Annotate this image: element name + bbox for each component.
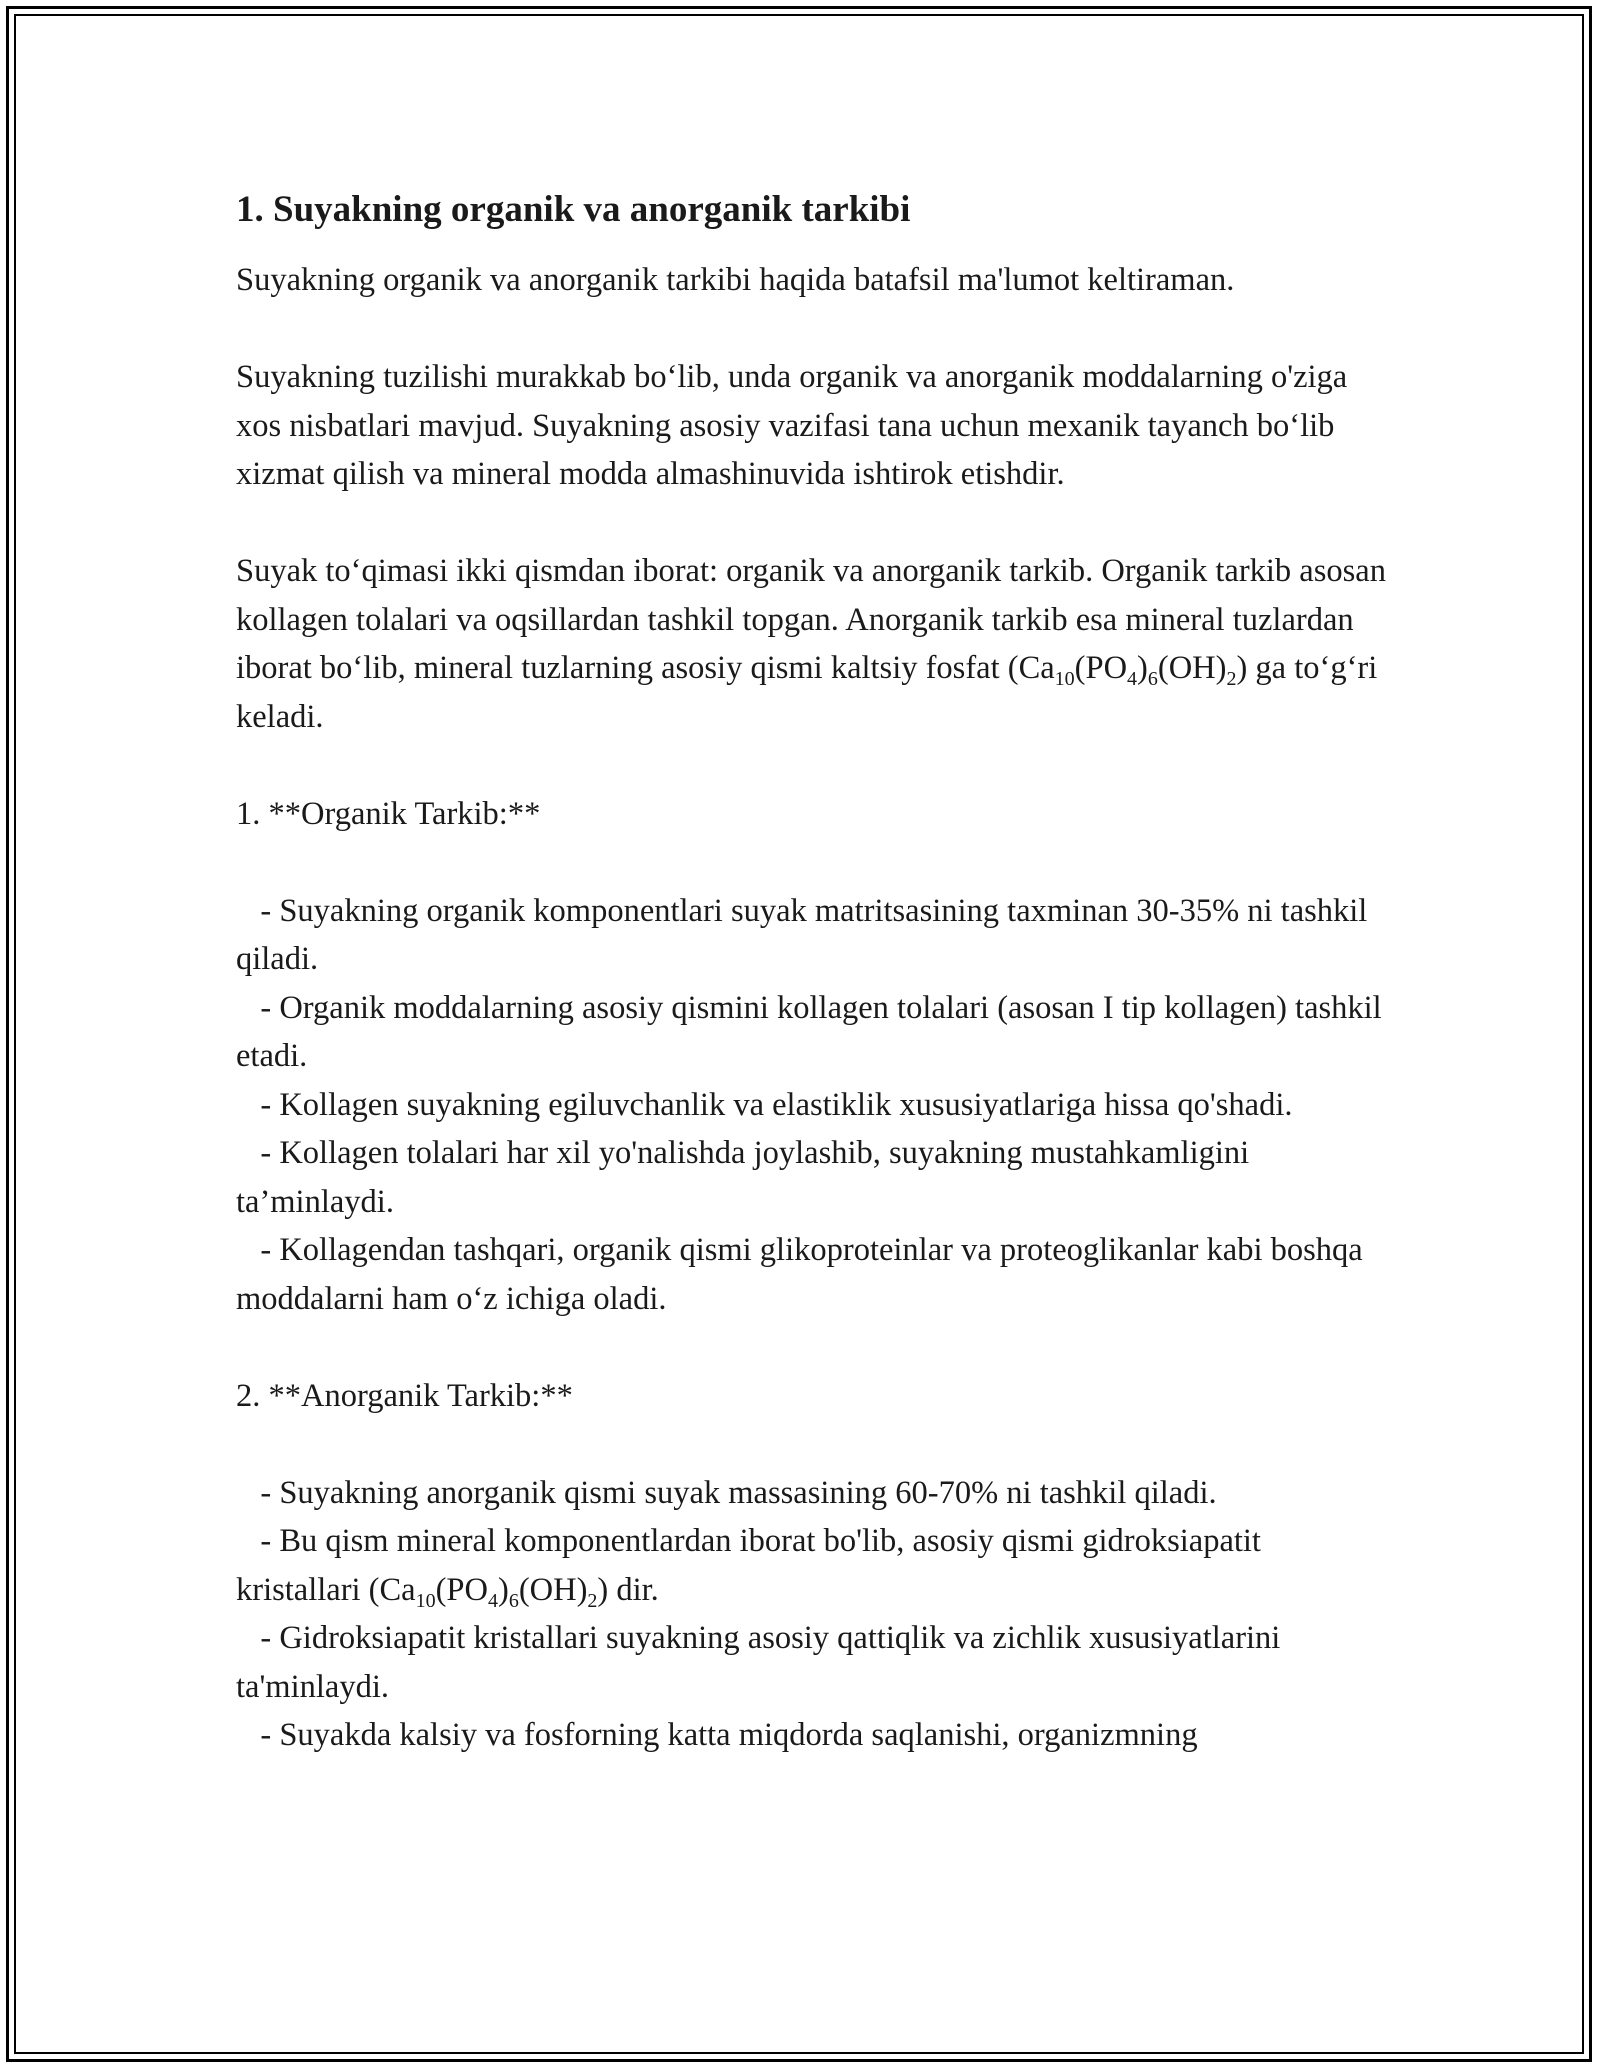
paragraph-gap	[236, 1323, 1386, 1372]
list-item: - Kollagendan tashqari, organik qismi glikoproteinlar va proteoglikanlar kabi boshqa moddalarni ham o‘z ichiga oladi.	[236, 1232, 1371, 1317]
list-item: - Bu qism mineral komponentlardan iborat bo'lib, asosiy qismi gidroksiapatit kristallari $(Ca_{10}(PO_4)_6(OH)_2)$ dir.	[236, 1523, 1270, 1612]
list-item: - Organik moddalarning asosiy qismini kollagen tolalari (asosan I tip kollagen) tashkil etadi.	[236, 989, 1390, 1074]
list-item: - Kollagen tolalari har xil yo'nalishda joylashib, suyakning mustahkamligini ta’minlaydi.	[236, 1135, 1258, 1220]
composition-tail: ) ga to‘g‘ri keladi.	[236, 650, 1386, 735]
list-item: - Suyakning organik komponentlari suyak matritsasining taxminan 30-35% ni tashkil qiladi.	[236, 892, 1376, 977]
list-item: - Kollagen suyakning egiluvchanlik va elastiklik xususiyatlariga hissa qo'shadi.	[236, 1086, 1293, 1123]
section-organic-title: 1. **Organik Tarkib:**	[236, 795, 541, 832]
composition-text: Suyak to‘qimasi ikki qismdan iborat: organik va anorganik tarkib. Organik tarkib asosan kollagen tolalari va oqsillardan tashkil topgan. Anorganik tarkib esa mineral tuzlardan iborat bo‘lib, mineral tuzlarning asosiy qismi kaltsiy fosfat (	[236, 553, 1395, 686]
chemical-formula: $Ca_{10}(PO_4)_6(OH)_2$	[379, 1571, 598, 1612]
paragraph-gap	[236, 741, 1386, 790]
section-inorganic-title: 2. **Anorganik Tarkib:**	[236, 1377, 573, 1414]
document-heading: 1. Suyakning organik va anorganik tarkibi	[236, 189, 911, 230]
chemical-formula: $Ca_{10}(PO_4)_6(OH)_2$	[1018, 650, 1237, 690]
paragraph-gap	[236, 305, 1386, 354]
paragraph-gap	[236, 499, 1386, 548]
paragraph-gap	[236, 838, 1386, 887]
document-body	[236, 186, 1395, 1760]
list-item: - Suyakda kalsiy va fosforning katta miqdorda saqlanishi, organizmning	[236, 1717, 1198, 1753]
list-item: - Gidroksiapatit kristallari suyakning asosiy qattiqlik va zichlik xususiyatlarini ta'minlaydi.	[236, 1620, 1289, 1705]
structure-paragraph: Suyakning tuzilishi murakkab bo‘lib, unda organik va anorganik moddalarning o'ziga xos nisbatlari mavjud. Suyakning asosiy vazifasi tana uchun mexanik tayanch bo‘lib xizmat qilish va mineral modda almashinuvida ishtirok etishdir.	[236, 359, 1356, 492]
intro-paragraph: Suyakning organik va anorganik tarkibi haqida batafsil ma'lumot keltiraman.	[236, 262, 1235, 298]
list-item: - Suyakning anorganik qismi suyak massasining 60-70% ni tashkil qiladi.	[236, 1474, 1217, 1511]
paragraph-gap	[236, 1420, 1386, 1469]
composition-paragraph	[236, 547, 1395, 741]
